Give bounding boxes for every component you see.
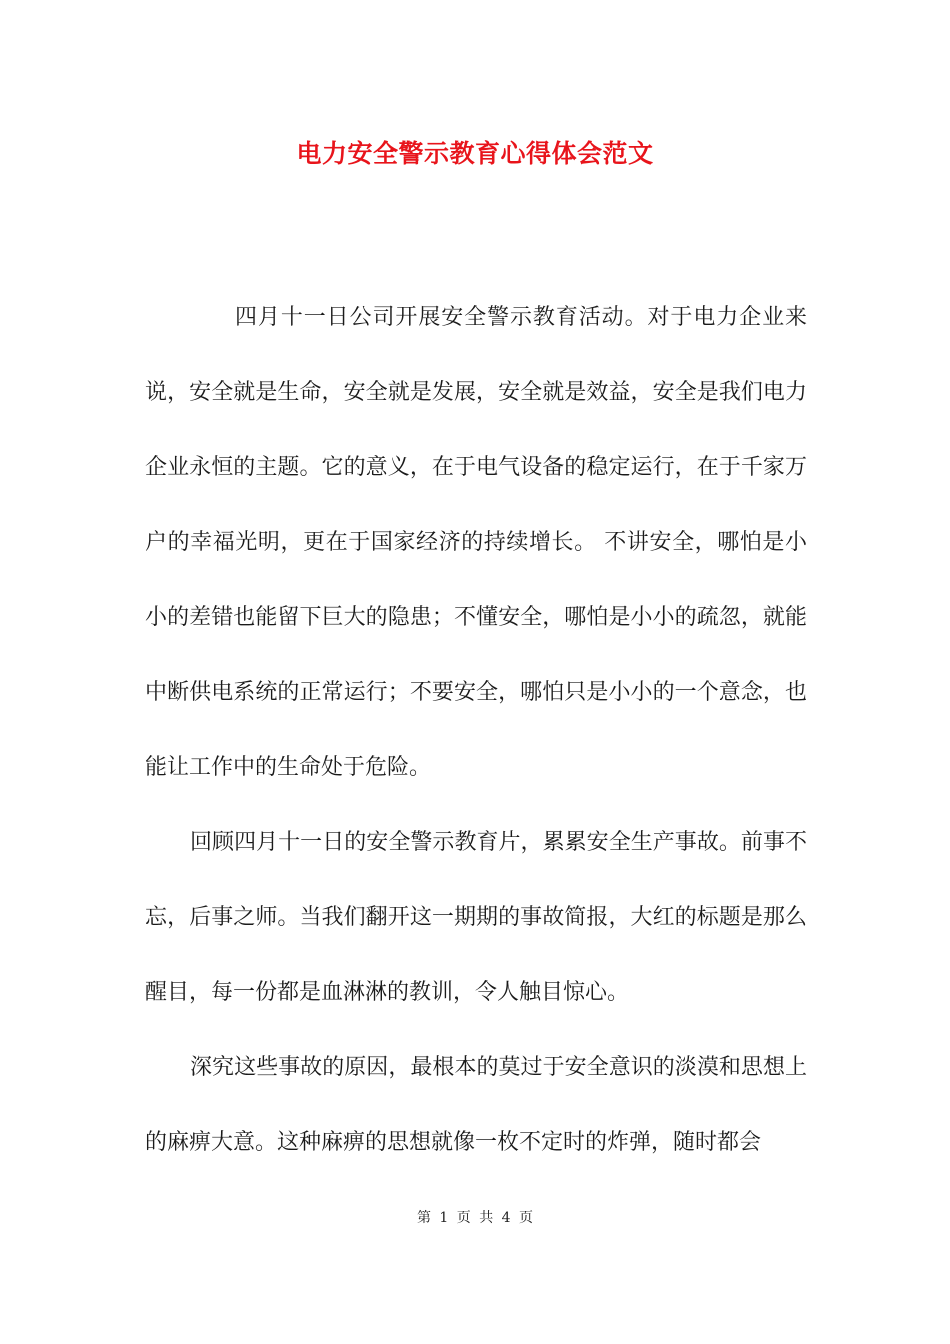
paragraph: 深究这些事故的原因，最根本的莫过于安全意识的淡漠和思想上的麻痹大意。这种麻痹的思想就像一枚不定时的炸弹，随时都会 <box>145 1055 807 1155</box>
document-title: 电力安全警示教育心得体会范文 <box>296 139 654 168</box>
paragraph: 四月十一日公司开展安全警示教育活动。对于电力企业来说，安全就是生命，安全就是发展，安全就是效益，安全是我们电力企业永恒的主题。它的意义，在于电气设备的稳定运行，在于千家万户的幸福光明，更在于国家经济的持续增长。 不讲安全，哪怕是小小的差错也能留下巨大的隐患；不懂安全，哪怕是小小的疏忽，就能中断供电系统的正常运行；不要安全，哪怕只是小小的一个意念，也能让工作中的生命处于危险。 <box>145 305 807 780</box>
document-body <box>145 280 807 1180</box>
paragraph: 回顾四月十一日的安全警示教育片，累累安全生产事故。前事不忘，后事之师。当我们翻开这一期期的事故简报，大红的标题是那么醒目，每一份都是血淋淋的教训，令人触目惊心。 <box>145 830 807 1005</box>
page-number-footer: 第 1 页 共 4 页 <box>416 1210 534 1226</box>
